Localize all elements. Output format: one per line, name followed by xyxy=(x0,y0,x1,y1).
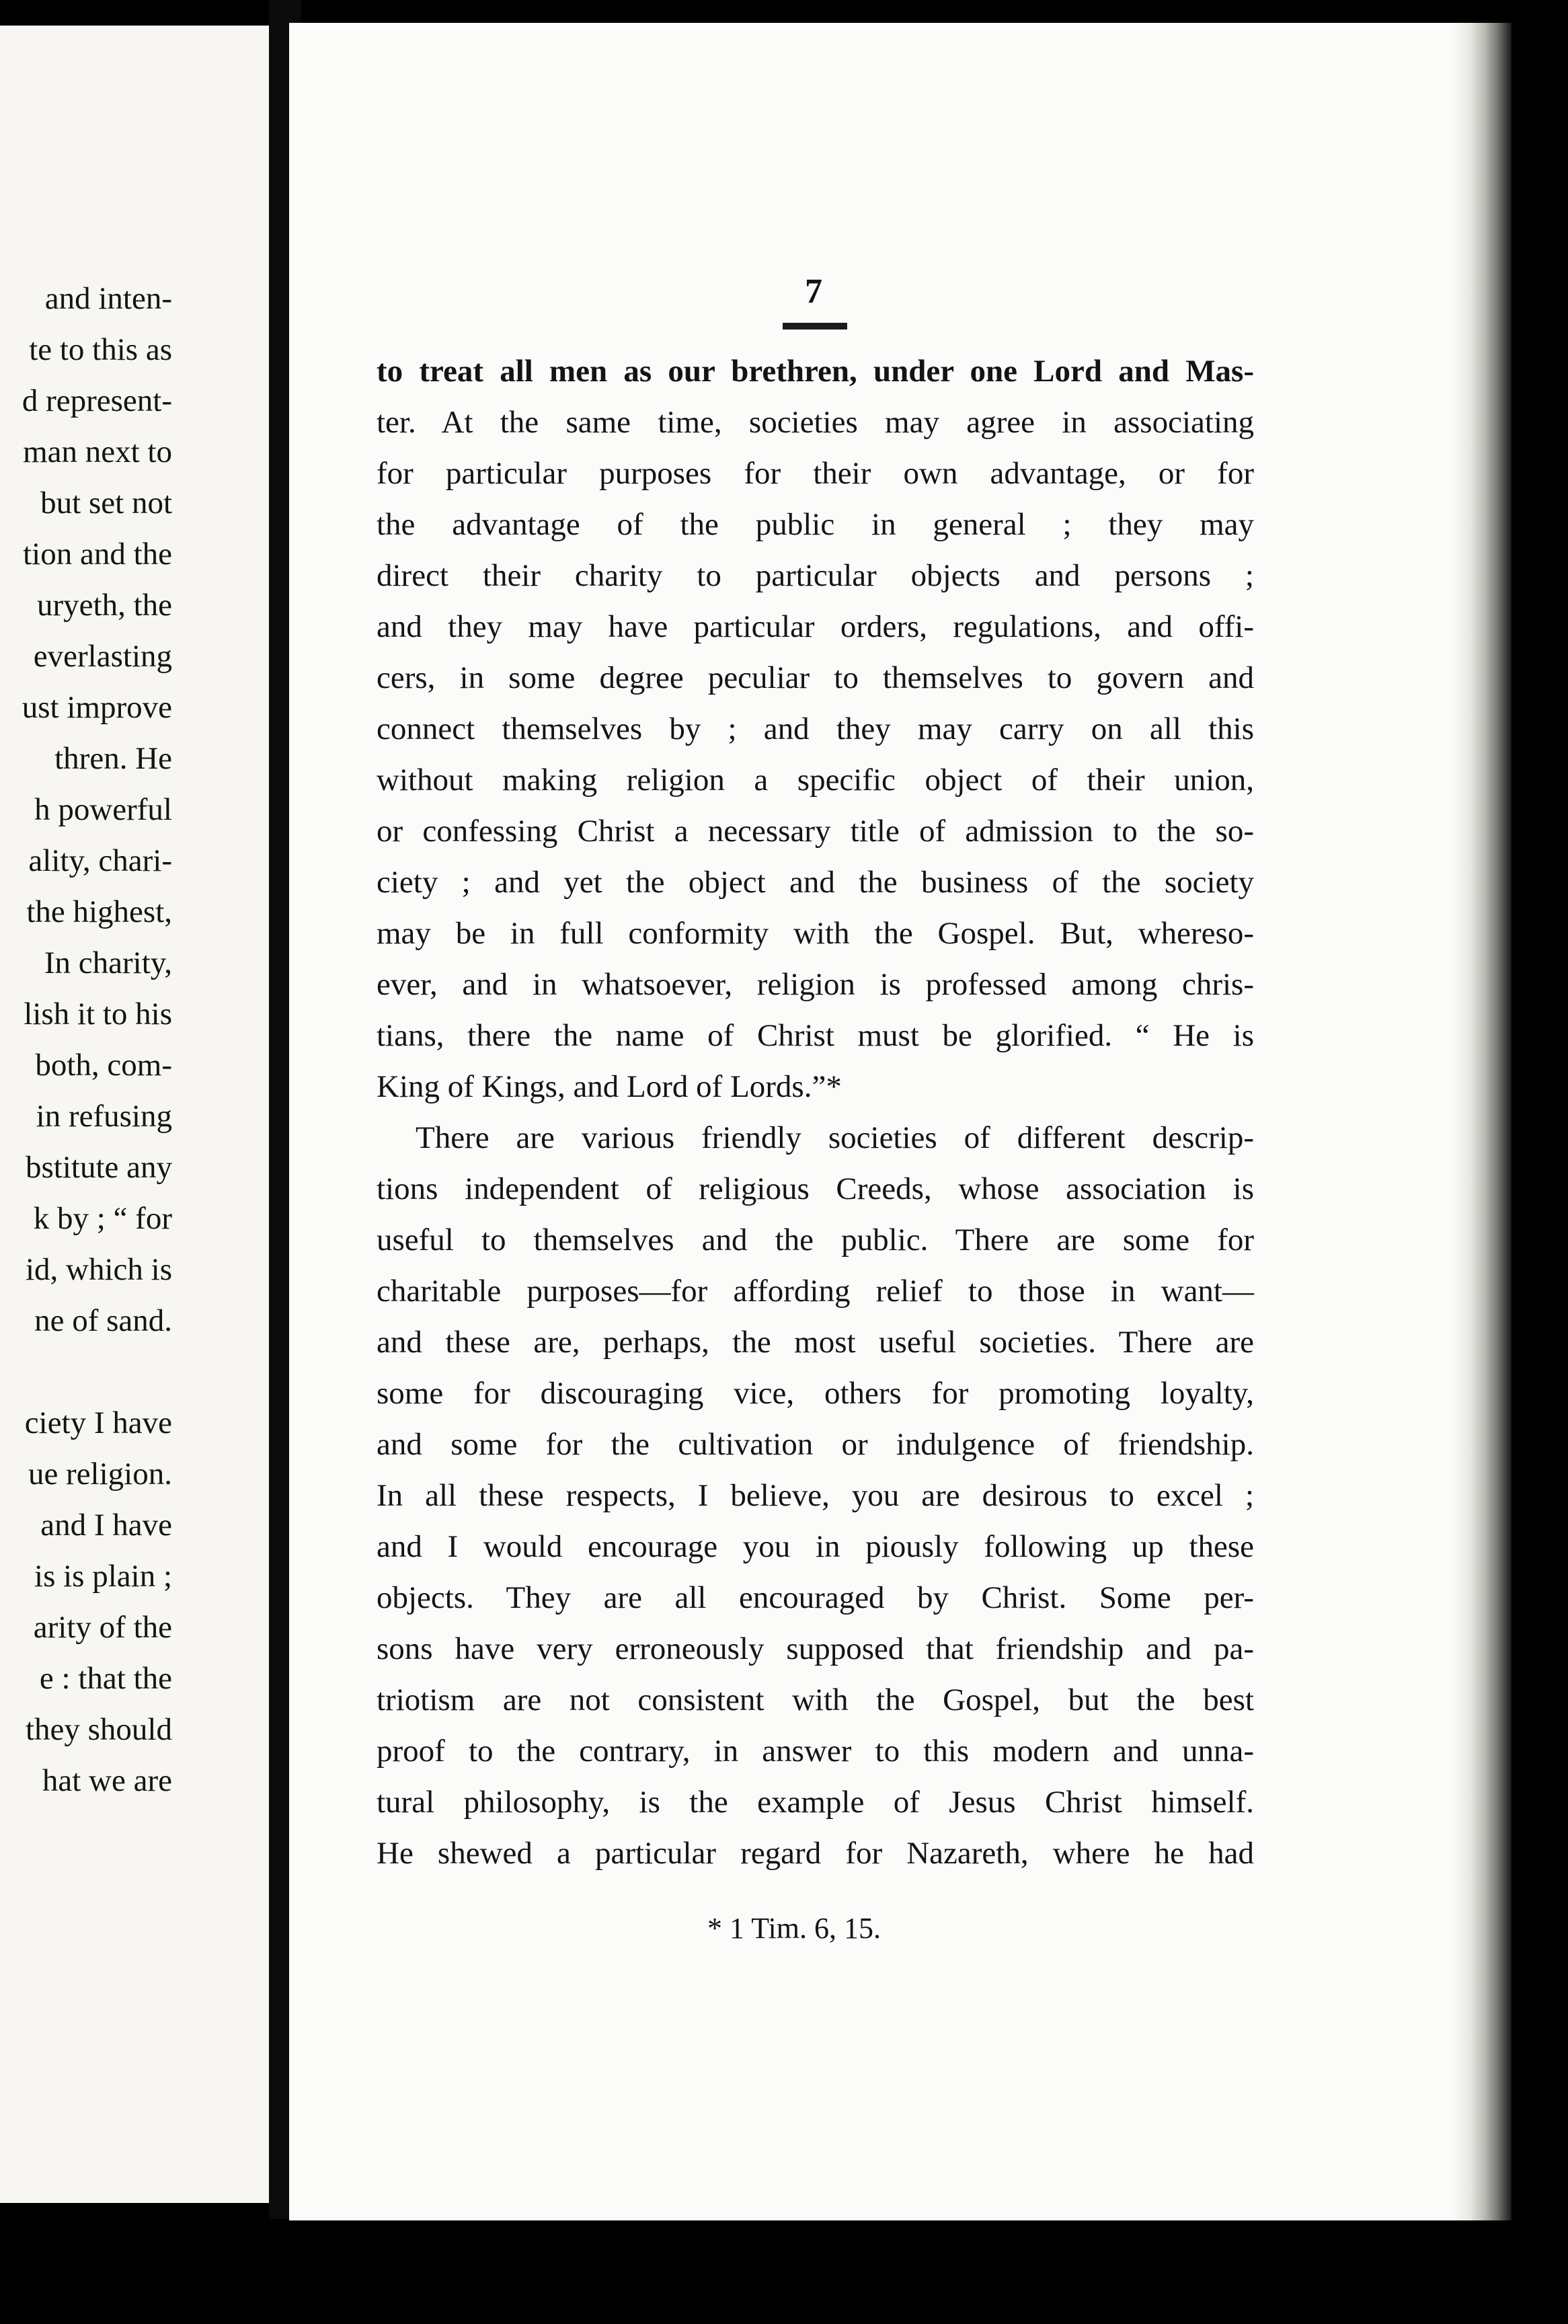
text-line: ciety ; and yet the object and the business of the society xyxy=(377,865,1254,900)
left-line: ust improve xyxy=(22,690,172,725)
page-edge-shadow xyxy=(1452,23,1512,2220)
text-line: charitable purposes—for affording relief to those in want— xyxy=(377,1274,1254,1309)
text-line: King of Kings, and Lord of Lords.”* xyxy=(377,1069,842,1104)
left-line: te to this as xyxy=(29,332,172,367)
left-line: In charity, xyxy=(44,945,172,980)
left-line: hat we are xyxy=(42,1763,172,1798)
text-line: for particular purposes for their own advantage, or for xyxy=(377,456,1254,491)
left-line: k by ; “ for xyxy=(33,1201,172,1236)
text-line: some for discouraging vice, others for promoting loyalty, xyxy=(377,1376,1254,1411)
left-line: uryeth, the xyxy=(37,588,172,623)
text-line: He shewed a particular regard for Nazareth, where he had xyxy=(377,1836,1254,1871)
text-line: to treat all men as our brethren, under one Lord and Mas- xyxy=(377,354,1254,389)
left-line: is is plain ; xyxy=(34,1559,172,1594)
left-line: lish it to his xyxy=(24,997,172,1032)
text-line: useful to themselves and the public. There are some for xyxy=(377,1223,1254,1257)
left-line: ue religion. xyxy=(28,1457,172,1492)
text-line: and they may have particular orders, regulations, and offi- xyxy=(377,609,1254,644)
text-line: without making religion a specific object of their union, xyxy=(377,763,1254,798)
text-line: and these are, perhaps, the most useful societies. There are xyxy=(377,1325,1254,1360)
left-line: e : that the xyxy=(39,1661,172,1696)
text-line: triotism are not consistent with the Gospel, but the best xyxy=(377,1682,1254,1717)
text-line: tians, there the name of Christ must be glorified. “ He is xyxy=(377,1018,1254,1053)
left-line: ne of sand. xyxy=(34,1303,172,1338)
left-line: the highest, xyxy=(26,894,172,929)
left-page-text xyxy=(0,273,172,1806)
left-line: and I have xyxy=(40,1508,172,1543)
text-line: tions independent of religious Creeds, whose association is xyxy=(377,1171,1254,1206)
text-line: proof to the contrary, in answer to this modern and unna- xyxy=(377,1734,1254,1769)
left-facing-page xyxy=(0,26,269,2203)
page-number: 7 xyxy=(805,272,822,311)
text-line: ter. At the same time, societies may agree in associating xyxy=(377,405,1254,440)
page-number-rule xyxy=(783,323,847,330)
left-line: both, com- xyxy=(35,1048,172,1083)
left-line: they should xyxy=(25,1712,172,1747)
text-line: objects. They are all encouraged by Christ. Some per- xyxy=(377,1580,1254,1615)
left-line: in refusing xyxy=(36,1099,172,1134)
left-line: h powerful xyxy=(34,792,172,827)
left-line: d represent- xyxy=(22,383,172,418)
body-text xyxy=(377,346,1254,1879)
text-line: cers, in some degree peculiar to themselves to govern and xyxy=(377,660,1254,695)
left-line: ciety I have xyxy=(24,1405,172,1440)
left-line: but set not xyxy=(40,486,172,520)
left-line: id, which is xyxy=(25,1252,172,1287)
left-line: ality, chari- xyxy=(28,843,172,878)
left-line: everlasting xyxy=(33,639,172,674)
left-line: bstitute any xyxy=(26,1150,172,1185)
footnote: * 1 Tim. 6, 15. xyxy=(707,1912,881,1945)
text-line: tural philosophy, is the example of Jesus Christ himself. xyxy=(377,1785,1254,1820)
text-line: direct their charity to particular objects and persons ; xyxy=(377,558,1254,593)
text-line: may be in full conformity with the Gospel. But, whereso- xyxy=(377,916,1254,951)
text-line: the advantage of the public in general ; they may xyxy=(377,507,1254,542)
text-line: connect themselves by ; and they may carry on all this xyxy=(377,711,1254,746)
left-line: and inten- xyxy=(44,281,172,316)
left-line: tion and the xyxy=(23,537,172,572)
text-line: or confessing Christ a necessary title of admission to the so- xyxy=(377,814,1254,849)
left-line: man next to xyxy=(23,434,172,469)
left-line: thren. He xyxy=(54,741,172,776)
text-line: There are various friendly societies of different descrip- xyxy=(416,1120,1254,1155)
text-line: sons have very erroneously supposed that friendship and pa- xyxy=(377,1631,1254,1666)
text-line: In all these respects, I believe, you are desirous to excel ; xyxy=(377,1478,1254,1513)
left-line: arity of the xyxy=(33,1610,172,1645)
text-line: and I would encourage you in piously following up these xyxy=(377,1529,1254,1564)
text-line: and some for the cultivation or indulgence of friendship. xyxy=(377,1427,1254,1462)
text-line: ever, and in whatsoever, religion is professed among chris- xyxy=(377,967,1254,1002)
